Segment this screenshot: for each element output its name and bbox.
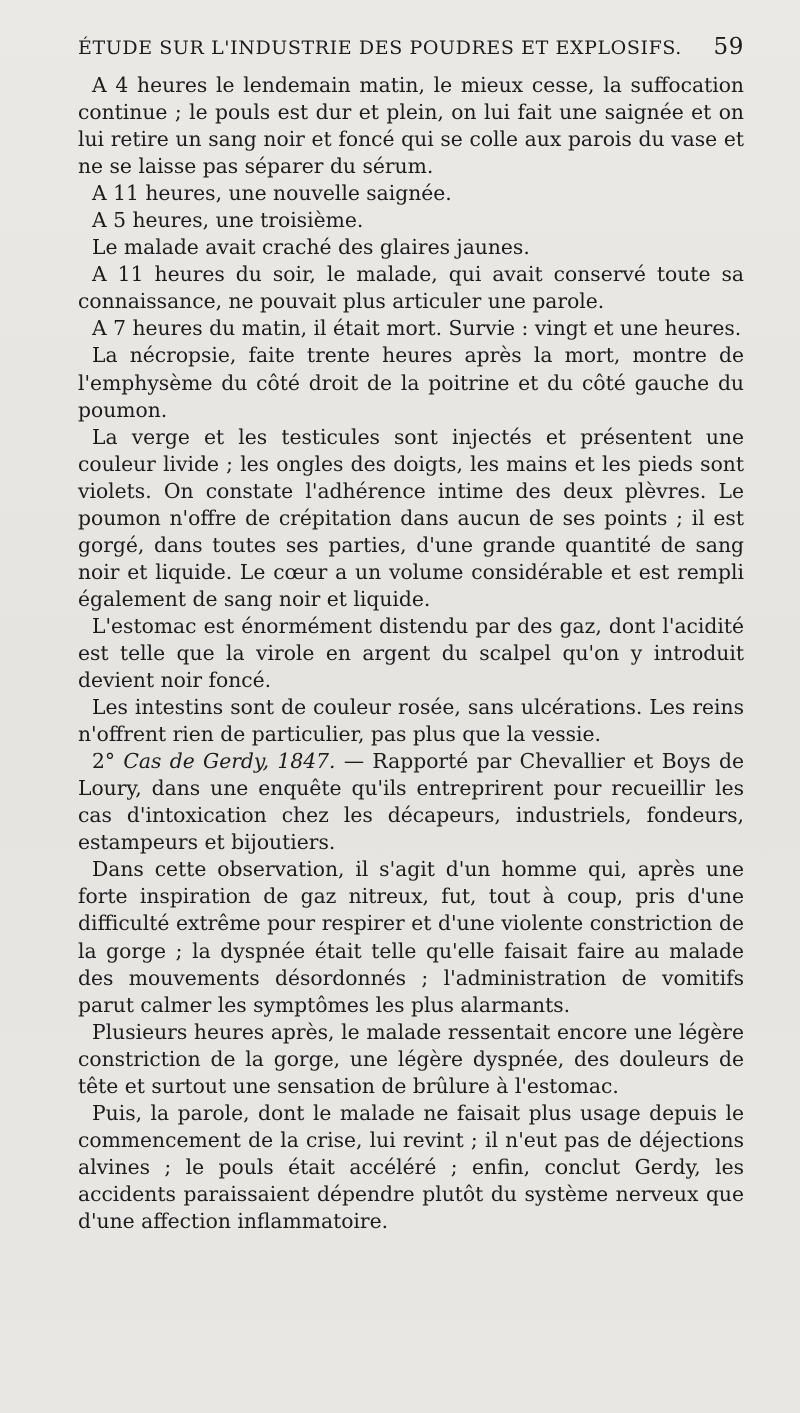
paragraph: A 7 heures du matin, il était mort. Survie : vingt et une heures. bbox=[92, 316, 742, 341]
case-text: — Rapporté par Chevallier et Boys de Loury, dans une enquête qu'ils entreprirent pour recueillir les cas d'intoxication chez les décapeurs, industriels, fondeurs, estampeurs et bijoutiers. bbox=[78, 749, 745, 855]
paragraph: Puis, la parole, dont le malade ne faisait plus usage depuis le commencement de la crise, lui revint ; il n'eut pas de déjections alvines ; le pouls était accéléré ; enfin, conclut Gerdy, les accidents paraissaient dépendre plutôt du système nerveux que d'une affection inflammatoire. bbox=[78, 1100, 744, 1233]
paragraph: Dans cette observation, il s'agit d'un homme qui, après une forte inspiration de gaz nitreux, fut, tout à coup, pris d'une difficulté extrême pour respirer et d'une violente constriction de la gorge ; la dyspnée était telle qu'elle faisait faire au malade des mouvements désordonnés ; l'administration de vomitifs parut calmer les symptômes les plus alarmants. bbox=[78, 857, 744, 1017]
page-number: 59 bbox=[713, 34, 744, 60]
paragraph: A 4 heures le lendemain matin, le mieux cesse, la suffocation continue ; le pouls est dur et plein, on lui fait une saignée et on lui retire un sang noir et foncé qui se colle aux parois du vase et ne se laisse pas séparer du sérum. bbox=[78, 73, 744, 179]
paragraph: La nécropsie, faite trente heures après la mort, montre de l'emphysème du côté droit de la poitrine et du côté gauche du poumon. bbox=[78, 343, 744, 422]
paragraph: Le malade avait craché des glaires jaunes. bbox=[92, 235, 530, 260]
paragraph: A 11 heures, une nouvelle saignée. bbox=[92, 181, 452, 206]
paragraph: L'estomac est énormément distendu par des gaz, dont l'acidité est telle que la virole en argent du scalpel qu'on y introduit devient noir foncé. bbox=[78, 613, 744, 693]
paragraph: A 5 heures, une troisième. bbox=[92, 208, 364, 233]
paragraph: La verge et les testicules sont injectés et présentent une couleur livide ; les ongles des doigts, les mains et les pieds sont violets. On constate l'adhérence intime des deux plèvres. Le poumon n'offre de crépitation dans aucun de ses points ; il est gorgé, dans toutes ses parties, d'une grande quantité de sang noir et liquide. Le cœur a un volume considérable et est rempli également de sang noir et liquide. bbox=[78, 424, 744, 611]
case-title: Cas de Gerdy, 1847. bbox=[123, 749, 336, 774]
running-title: ÉTUDE SUR L'INDUSTRIE DES POUDRES ET EXPLOSIFS. bbox=[78, 37, 682, 59]
paragraph: Plusieurs heures après, le malade ressentait encore une légère constriction de la gorge, une légère dyspnée, des douleurs de tête et surtout une sensation de brûlure à l'estomac. bbox=[78, 1019, 744, 1098]
body-text bbox=[78, 72, 744, 1235]
case-paragraph bbox=[78, 748, 744, 856]
page-header bbox=[78, 34, 744, 64]
case-number: 2° bbox=[92, 749, 116, 774]
paragraph: A 11 heures du soir, le malade, qui avait conservé toute sa connaissance, ne pouvait plus articuler une parole. bbox=[78, 262, 744, 314]
paragraph: Les intestins sont de couleur rosée, sans ulcérations. Les reins n'offrent rien de particulier, pas plus que la vessie. bbox=[78, 695, 744, 747]
